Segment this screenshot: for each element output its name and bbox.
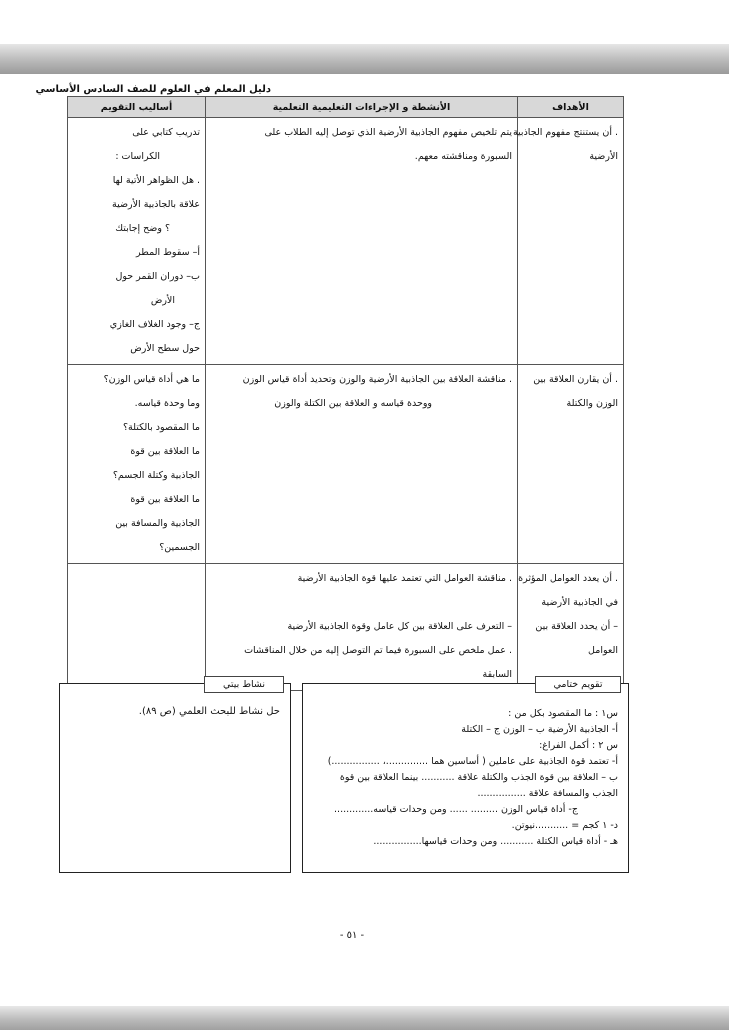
lesson-table bbox=[67, 96, 624, 691]
objective-cell bbox=[518, 564, 624, 691]
evaluation-line: ما العلاقة بين قوة bbox=[130, 446, 200, 457]
objective-line: في الجاذبية الأرضية bbox=[541, 597, 618, 608]
objective-line: – أن يحدد العلاقة بين bbox=[535, 621, 618, 632]
objective-line: . أن يستنتج مفهوم الجاذبية bbox=[512, 127, 618, 138]
evaluation-line: الكراسات : bbox=[115, 151, 160, 162]
activity-line: . عمل ملخص على السبورة فيما تم التوصل إليه من خلال المناقشات bbox=[244, 645, 512, 656]
header-activities: الأنشطة و الإجراءات التعليمية التعلمية bbox=[206, 97, 518, 118]
activity-line: ووحدة قياسه و العلاقة بين الكتلة والوزن bbox=[274, 398, 432, 409]
table-row bbox=[68, 118, 624, 365]
evaluation-line: الجاذبية وكتلة الجسم؟ bbox=[112, 470, 200, 481]
header-evaluation: أساليب التقويم bbox=[68, 97, 206, 118]
question-line: ب – العلاقة بين قوة الجذب والكتلة علاقة ........... بينما العلاقة بين قوة bbox=[339, 772, 618, 783]
objective-line: الوزن والكتلة bbox=[566, 398, 618, 409]
objective-cell bbox=[512, 118, 624, 365]
activity-line: السابقة bbox=[482, 669, 512, 680]
objective-line: الأرضية bbox=[589, 151, 618, 162]
table-row bbox=[68, 564, 624, 691]
evaluation-cell bbox=[68, 564, 206, 691]
question-line: س ٢ : أكمل الفراغ: bbox=[539, 740, 618, 751]
activities-cell bbox=[206, 118, 518, 365]
question-line: ج- أداة قياس الوزن ......... ...... ومن وحدات قياسه............. bbox=[334, 804, 578, 815]
evaluation-line: ما العلاقة بين قوة bbox=[130, 494, 200, 505]
evaluation-line: ؟ وضح إجابتك bbox=[115, 223, 170, 234]
home-activity-text: حل نشاط للبحث العلمي (ص ٨٩). bbox=[138, 706, 280, 717]
final-evaluation-questions bbox=[328, 706, 618, 850]
question-line: أ- تعتمد قوة الجاذبية على عاملين ( أساسين هما ..............، ................) bbox=[327, 756, 618, 767]
activity-line: يتم تلخيص مفهوم الجاذبية الأرضية الذي توصل إليه الطلاب على bbox=[264, 127, 512, 138]
evaluation-line: . هل الظواهر الأتية لها bbox=[112, 175, 200, 186]
objective-line: . أن يقارن العلاقة بين bbox=[533, 374, 618, 385]
question-line: س١ : ما المقصود بكل من : bbox=[508, 708, 618, 719]
evaluation-line: ب– دوران القمر حول bbox=[115, 271, 200, 282]
evaluation-line: الجسمين؟ bbox=[159, 542, 200, 553]
final-evaluation-label: تقويم ختامي bbox=[535, 676, 621, 693]
activities-cell bbox=[206, 564, 518, 691]
evaluation-cell bbox=[68, 365, 206, 564]
activity-line: – التعرف على العلاقة بين كل عامل وقوة الجاذبية الأرضية bbox=[287, 621, 512, 632]
header-band bbox=[0, 44, 729, 74]
objective-cell bbox=[518, 365, 624, 564]
evaluation-line: وما وحدة قياسه. bbox=[134, 398, 200, 409]
activity-line: . مناقشة العلاقة بين الجاذبية الأرضية والوزن وتحديد أداة قياس الوزن bbox=[242, 374, 512, 385]
activity-line: . مناقشة العوامل التي تعتمد عليها قوة الجاذبية الأرضية bbox=[297, 573, 512, 584]
evaluation-line: حول سطح الأرض bbox=[130, 343, 200, 354]
evaluation-line: الجاذبية والمسافة بين bbox=[115, 518, 200, 529]
evaluation-line: الأرض bbox=[150, 295, 175, 306]
final-evaluation-box bbox=[302, 683, 629, 873]
question-line: هـ - أداة قياس الكتلة ........... ومن وحدات قياسها................ bbox=[373, 836, 618, 847]
activity-line bbox=[211, 591, 512, 615]
activities-cell bbox=[206, 365, 518, 564]
evaluation-line: تدريب كتابي على bbox=[132, 127, 200, 138]
evaluation-line: ما المقصود بالكتلة؟ bbox=[122, 422, 200, 433]
footer-band bbox=[0, 1006, 729, 1030]
activity-line: السبورة ومناقشته معهم. bbox=[414, 151, 512, 162]
question-line: د- ١ كجم = ...........نيوتن. bbox=[511, 820, 618, 831]
question-line: الجذب والمسافة علاقة ................ bbox=[477, 788, 618, 799]
home-activity-box bbox=[59, 683, 291, 873]
guide-title: دليل المعلم في العلوم للصف السادس الأساسي bbox=[35, 84, 271, 95]
objective-line: . أن يعدد العوامل المؤثرة bbox=[518, 573, 618, 584]
evaluation-cell bbox=[68, 118, 206, 365]
header-objectives: الأهداف bbox=[518, 97, 624, 118]
table-row bbox=[68, 365, 624, 564]
table-header-row bbox=[68, 97, 624, 118]
page-number: - ٥١ - bbox=[339, 930, 365, 941]
question-line: أ- الجاذبية الأرضية ب – الوزن ج – الكتلة bbox=[461, 724, 618, 735]
objective-line: العوامل bbox=[588, 645, 618, 656]
evaluation-line: أ– سقوط المطر bbox=[136, 247, 200, 258]
evaluation-line: ما هي أداة قياس الوزن؟ bbox=[103, 374, 200, 385]
evaluation-line: علاقة بالجاذبية الأرضية bbox=[112, 199, 200, 210]
evaluation-line: ج– وجود الغلاف الغازي bbox=[109, 319, 200, 330]
home-activity-label: نشاط بيتي bbox=[204, 676, 284, 693]
